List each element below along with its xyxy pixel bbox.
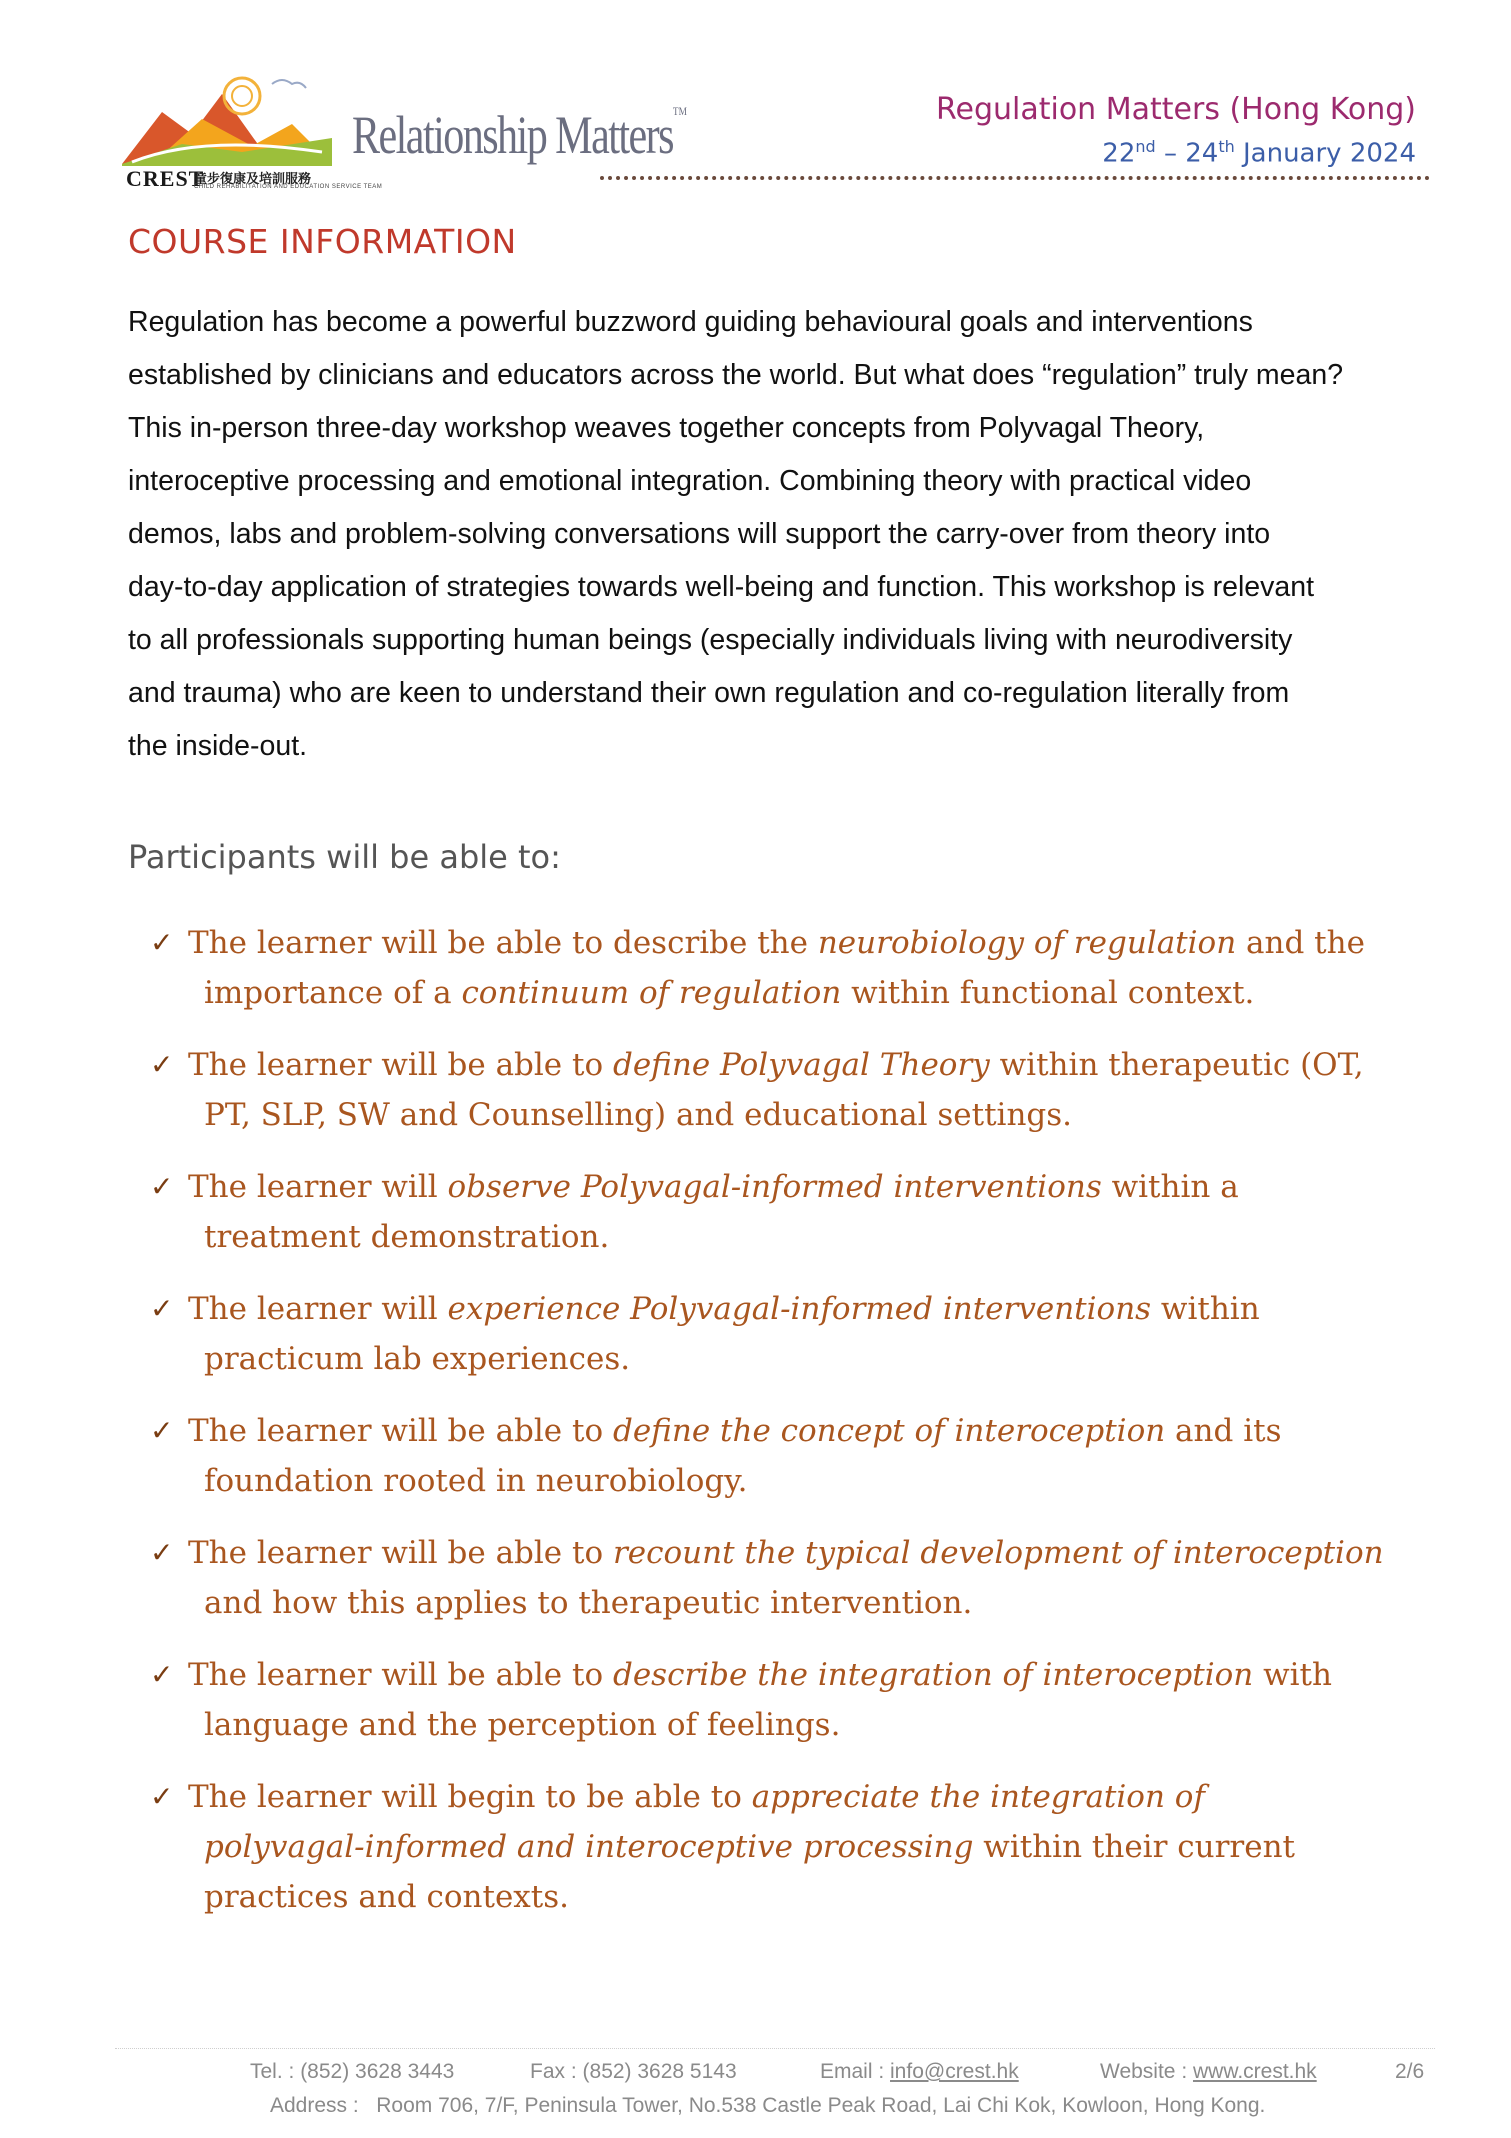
email-label: Email : [820, 2060, 891, 2083]
checkmark-icon: ✓ [150, 1658, 174, 1691]
course-line: to all professionals supporting human beings (especially individuals living with neurodiversity [128, 624, 1293, 656]
date-separator: – [1155, 138, 1186, 169]
objective-text: within their current [973, 1829, 1296, 1865]
checkmark-icon: ✓ [150, 1780, 174, 1813]
date-end-day: 24 [1185, 138, 1219, 169]
relationship-matters-logo-text: Relationship Matters [352, 105, 673, 165]
address-label: Address : [270, 2094, 359, 2117]
objective-continuation [188, 1212, 1450, 1262]
event-dates [716, 130, 1416, 171]
objective-text: within therapeutic (OT, [989, 1047, 1364, 1083]
objective-text: The learner will be able to [188, 1657, 613, 1693]
section-title: COURSE INFORMATION [128, 222, 517, 261]
objective-emphasis: continuum of regulation [461, 975, 842, 1011]
fax-label: Fax : [530, 2060, 583, 2083]
objective-text: and the [1236, 925, 1365, 961]
event-title: Regulation Matters (Hong Kong) [936, 92, 1416, 127]
list-item [150, 1284, 1450, 1384]
footer-website [1100, 2060, 1317, 2084]
objective-emphasis: experience Polyvagal-informed interventions [447, 1291, 1152, 1327]
footer-email [820, 2060, 1019, 2084]
course-line: established by clinicians and educators across the world. But what does “regulation” truly mean? [128, 359, 1344, 391]
objective-emphasis: define the concept of interoception [612, 1413, 1166, 1449]
objective-text: The learner will begin to be able to [188, 1779, 752, 1815]
objective-text: The learner will be able to [188, 1535, 613, 1571]
website-label: Website : [1100, 2060, 1193, 2083]
website-link[interactable]: www.crest.hk [1192, 2060, 1317, 2083]
footer-tel [250, 2060, 454, 2084]
page-number: 2/6 [1395, 2060, 1425, 2083]
course-line: day-to-day application of strategies towards well-being and function. This workshop is relevant [128, 571, 1315, 603]
objective-emphasis: polyvagal-informed and interoceptive processing [204, 1829, 974, 1865]
objective-continuation [188, 1822, 1450, 1872]
objective-emphasis: recount the typical development of interoception [612, 1535, 1384, 1571]
objective-text: The learner will [188, 1291, 448, 1327]
objective-text: and its [1165, 1413, 1282, 1449]
checkmark-icon: ✓ [150, 1536, 174, 1569]
list-item [150, 1528, 1450, 1628]
course-line: the inside-out. [128, 730, 308, 762]
objective-emphasis: define Polyvagal Theory [612, 1047, 990, 1083]
objective-text: practices and contexts. [204, 1879, 569, 1915]
objective-text: PT, SLP, SW and Counselling) and educational settings. [204, 1097, 1073, 1133]
list-item [150, 1650, 1450, 1750]
header-logos [122, 74, 687, 194]
checkmark-icon: ✓ [150, 1048, 174, 1081]
objective-continuation [188, 1872, 1450, 1922]
date-start-suffix: nd [1135, 137, 1156, 156]
course-line: demos, labs and problem-solving conversations will support the carry-over from theory into [128, 518, 1271, 550]
objective-text: and how this applies to therapeutic intervention. [204, 1585, 973, 1621]
objective-text: within [1151, 1291, 1260, 1327]
crest-english-name: CHILD REHABILITATION AND EDUCATION SERVICE TEAM [194, 184, 383, 190]
objective-text: The learner will be able to [188, 1047, 613, 1083]
checkmark-icon: ✓ [150, 1170, 174, 1203]
checkmark-icon: ✓ [150, 1414, 174, 1447]
date-start-day: 22 [1102, 138, 1136, 169]
tel-number: (852) 3628 3443 [300, 2060, 455, 2083]
course-line: and trauma) who are keen to understand their own regulation and co-regulation literally from [128, 677, 1290, 709]
objective-text: language and the perception of feelings. [204, 1707, 841, 1743]
footer-divider [115, 2048, 1435, 2049]
objective-continuation [188, 968, 1450, 1018]
list-item [150, 1406, 1450, 1506]
objective-text: practicum lab experiences. [204, 1341, 631, 1377]
course-line: Regulation has become a powerful buzzword guiding behavioural goals and interventions [128, 306, 1253, 338]
trademark-mark: TM [672, 104, 687, 118]
date-month-year: January 2024 [1234, 138, 1416, 169]
objective-continuation [188, 1578, 1450, 1628]
objective-text: foundation rooted in neurobiology. [204, 1463, 748, 1499]
list-item [150, 1772, 1450, 1922]
list-item [150, 1162, 1450, 1262]
objective-continuation [188, 1700, 1450, 1750]
objective-text: within a [1101, 1169, 1239, 1205]
objective-continuation [188, 1090, 1450, 1140]
email-link[interactable]: info@crest.hk [890, 2060, 1019, 2083]
footer-fax [530, 2060, 737, 2084]
checkmark-icon: ✓ [150, 1292, 174, 1325]
objective-text: importance of a [204, 975, 462, 1011]
course-line: This in-person three-day workshop weaves together concepts from Polyvagal Theory, [128, 412, 1205, 444]
objective-continuation [188, 1334, 1450, 1384]
crest-logo-text: CREST [126, 166, 205, 191]
participants-heading: Participants will be able to: [128, 838, 561, 876]
crest-chinese-name: 童步復康及培訓服務 [194, 171, 312, 186]
objectives-list [150, 918, 1450, 1944]
objective-emphasis: describe the integration of interoception [612, 1657, 1254, 1693]
relationship-matters-logo [352, 104, 687, 166]
objective-emphasis: observe Polyvagal-informed interventions [447, 1169, 1102, 1205]
list-item [150, 918, 1450, 1018]
footer-address [270, 2094, 1265, 2118]
objective-text: The learner will be able to [188, 1413, 613, 1449]
list-item [150, 1040, 1450, 1140]
checkmark-icon: ✓ [150, 926, 174, 959]
header-divider [600, 176, 1430, 180]
fax-number: (852) 3628 5143 [582, 2060, 737, 2083]
objective-emphasis: appreciate the integration of [751, 1779, 1205, 1815]
objective-text: The learner will be able to describe the [188, 925, 818, 961]
objective-text: treatment demonstration. [204, 1219, 610, 1255]
objective-continuation [188, 1456, 1450, 1506]
date-end-suffix: th [1218, 137, 1235, 156]
objective-text: with [1253, 1657, 1332, 1693]
course-line: interoceptive processing and emotional integration. Combining theory with practical video [128, 465, 1252, 497]
objective-text: The learner will [188, 1169, 448, 1205]
objective-emphasis: neurobiology of regulation [817, 925, 1237, 961]
event-header [716, 90, 1416, 171]
tel-label: Tel. : [250, 2060, 301, 2083]
address-text: Room 706, 7/F, Peninsula Tower, No.538 Castle Peak Road, Lai Chi Kok, Kowloon, Hong Kong. [376, 2094, 1266, 2117]
objective-text: within functional context. [841, 975, 1255, 1011]
course-description [128, 296, 1438, 773]
